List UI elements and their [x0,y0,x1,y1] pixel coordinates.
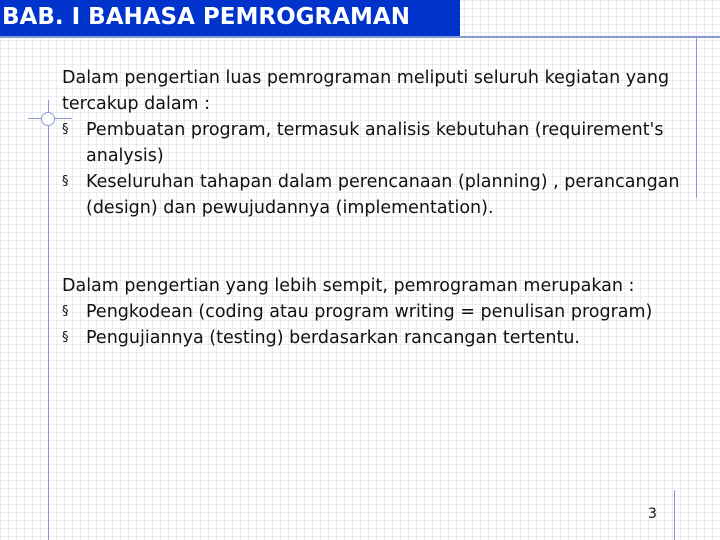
section2 [62,273,712,351]
bullet-text: Keseluruhan tahapan dalam perencanaan (planning) , perancangan (design) dan pewujudannya (implementation). [86,172,680,218]
left-vertical-rule [48,100,49,540]
bullet-icon: § [62,304,69,319]
section1-intro: Dalam pengertian luas pemrograman meliputi seluruh kegiatan yang tercakup dalam : [62,68,670,114]
section2-bullet-1 [62,299,712,325]
slide-body [62,65,712,351]
title-underline [0,36,720,38]
bullet-text: Pengujiannya (testing) berdasarkan rancangan tertentu. [86,328,580,348]
section1-bullet-2 [62,169,712,221]
footer-rule [674,490,675,540]
bullet-icon: § [62,174,69,189]
title-bar [0,0,460,36]
circle-ornament [41,112,55,126]
bullet-text: Pembuatan program, termasuk analisis kebutuhan (requirement's analysis) [86,120,664,166]
section2-intro: Dalam pengertian yang lebih sempit, pemrograman merupakan : [62,276,635,296]
page-number: 3 [648,506,657,522]
slide-title: BAB. I BAHASA PEMROGRAMAN [2,4,410,30]
bullet-icon: § [62,122,69,137]
bullet-text: Pengkodean (coding atau program writing = penulisan program) [86,302,653,322]
section1-bullet-1 [62,117,712,169]
section2-bullet-2 [62,325,712,351]
bullet-icon: § [62,330,69,345]
